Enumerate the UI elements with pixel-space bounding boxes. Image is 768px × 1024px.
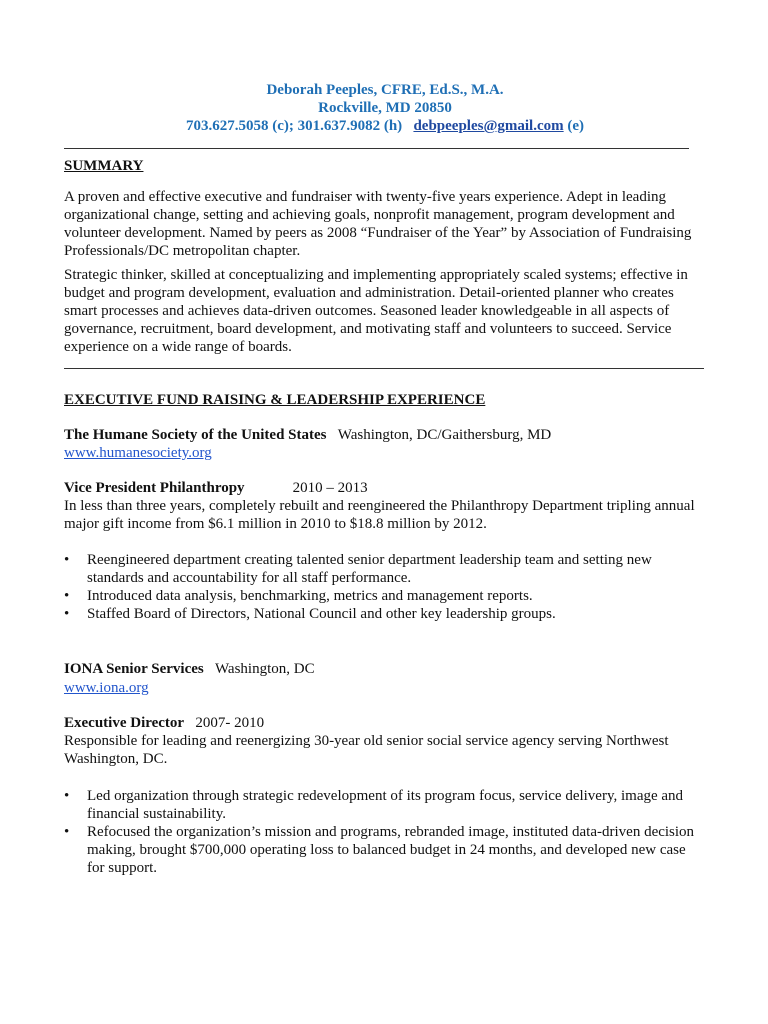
summary-paragraph-2: Strategic thinker, skilled at conceptualizing and implementing appropriately scaled systems; effective in budget and program development, evaluation and administration. Detail-oriented planner who creates smart processes and achieves data-driven outcomes. Seasoned leader knowledgeable in all aspects of governance, recruitment, board development, and motivating staff and volunteers to succeed. Service experience on a wide range of boards. — [64, 267, 688, 355]
job-dates: 2010 – 2013 — [292, 480, 368, 496]
org-hsus-line — [64, 426, 706, 444]
list-item: • Introduced data analysis, benchmarking, metrics and management reports. — [64, 587, 706, 605]
job-title: Vice President Philanthropy — [64, 480, 245, 496]
candidate-name: Deborah Peeples, CFRE, Ed.S., M.A. — [266, 82, 504, 98]
org-location: Washington, DC/Gaithersburg, MD — [337, 427, 552, 443]
org-location: Washington, DC — [214, 661, 315, 677]
org-name: IONA Senior Services — [64, 661, 204, 677]
email-suffix: (e) — [567, 118, 585, 134]
candidate-location: Rockville, MD 20850 — [318, 100, 452, 116]
summary-paragraph-1: A proven and effective executive and fundraiser with twenty-five years experience. Adept in leading organizational change, setting and achieving goals, nonprofit management, program development and volunteer development. Named by peers as 2008 “Fundraiser of the Year” by Association of Fundraising Professionals/DC metropolitan chapter. — [64, 189, 692, 259]
list-item: • Staffed Board of Directors, National Council and other key leadership groups. — [64, 605, 706, 623]
list-item: • Refocused the organization’s mission and programs, rebranded image, instituted data-driven decision making, brought $700,000 operating loss to balanced budget in 24 months, and developed new case for support. — [64, 823, 706, 877]
job-description: In less than three years, completely rebuilt and reengineered the Philanthropy Department tripling annual major gift income from $6.1 million in 2010 to $18.8 million by 2012. — [64, 498, 695, 532]
org-url-row — [64, 679, 706, 697]
job-title: Executive Director — [64, 715, 185, 731]
resume-header — [64, 81, 706, 135]
org-name: The Humane Society of the United States — [64, 427, 327, 443]
org-iona-line — [64, 660, 706, 678]
job-dates: 2007- 2010 — [195, 715, 265, 731]
summary-heading: SUMMARY — [64, 158, 144, 174]
org-url-link[interactable]: www.humanesociety.org — [64, 445, 212, 461]
job-description: Responsible for leading and reenergizing 30-year old senior social service agency serving Northwest Washington, DC. — [64, 733, 669, 767]
experience-heading: EXECUTIVE FUND RAISING & LEADERSHIP EXPERIENCE — [64, 392, 486, 408]
org-url-row — [64, 444, 706, 462]
list-item: • Reengineered department creating talented senior department leadership team and setting new standards and accountability for all staff performance. — [64, 551, 706, 587]
job-bullets — [64, 787, 706, 877]
phone-numbers: 703.627.5058 (c); 301.637.9082 (h) — [185, 118, 403, 134]
summary-divider — [64, 368, 704, 369]
job-title-line — [64, 479, 706, 497]
org-url-link[interactable]: www.iona.org — [64, 680, 149, 696]
list-item: • Led organization through strategic redevelopment of its program focus, service delivery, image and financial sustainability. — [64, 787, 706, 823]
summary-section — [64, 157, 706, 175]
header-divider — [64, 148, 689, 149]
job-bullets — [64, 551, 706, 623]
email-link[interactable]: debpeeples@gmail.com — [413, 118, 564, 134]
contact-line — [64, 117, 706, 135]
job-title-line — [64, 714, 706, 732]
